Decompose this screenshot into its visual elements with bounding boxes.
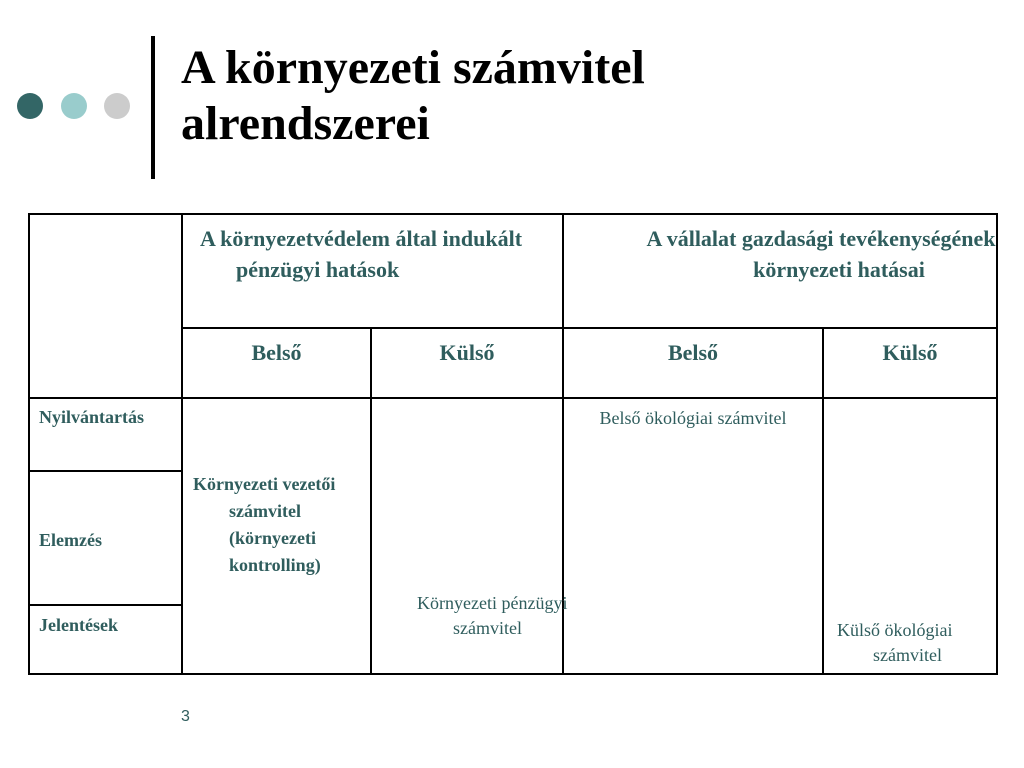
subheader-external-1: Külső bbox=[439, 340, 495, 365]
slide-title bbox=[181, 40, 941, 152]
table-border-top bbox=[28, 213, 998, 215]
subheader-internal-1: Belső bbox=[251, 340, 302, 365]
page-number: 3 bbox=[181, 708, 190, 725]
table-hline-3 bbox=[28, 470, 183, 472]
subheader-external-2: Külső bbox=[882, 340, 938, 365]
row-label-reports: Jelentések bbox=[39, 615, 118, 635]
row-label-analysis: Elemzés bbox=[39, 530, 102, 550]
decorative-dot-teal bbox=[61, 93, 87, 119]
table-vline-4 bbox=[822, 327, 824, 675]
decorative-dot-gray bbox=[104, 93, 130, 119]
row-label-record-keeping: Nyilvántartás bbox=[39, 407, 144, 427]
title-line-2: alrendszerei bbox=[181, 97, 430, 150]
title-line-1: A környezeti számvitel bbox=[181, 41, 645, 94]
cell-environmental-financial-accounting: Környezeti pénzügyi számvitel bbox=[417, 593, 568, 638]
subsystems-table bbox=[28, 213, 998, 675]
group-header-environmental-impacts: A vállalat gazdasági tevékenységének környezeti hatásai bbox=[646, 226, 996, 282]
table-hline-4 bbox=[28, 604, 183, 606]
title-divider bbox=[151, 36, 155, 179]
table-hline-1 bbox=[181, 327, 998, 329]
table-border-bottom bbox=[28, 673, 998, 675]
cell-internal-ecological-accounting: Belső ökológiai számvitel bbox=[599, 408, 787, 428]
subheader-internal-2: Belső bbox=[667, 340, 719, 365]
cell-external-ecological-accounting: Külső ökológiai számvitel bbox=[837, 620, 953, 665]
decorative-dot-dark bbox=[17, 93, 43, 119]
table-hline-2 bbox=[28, 397, 998, 399]
cell-environmental-management-accounting: Környezeti vezetői számvitel (környezeti kontrolling) bbox=[193, 474, 336, 575]
group-header-financial-impacts: A környezetvédelem által indukált pénzügyi hatások bbox=[200, 226, 523, 282]
